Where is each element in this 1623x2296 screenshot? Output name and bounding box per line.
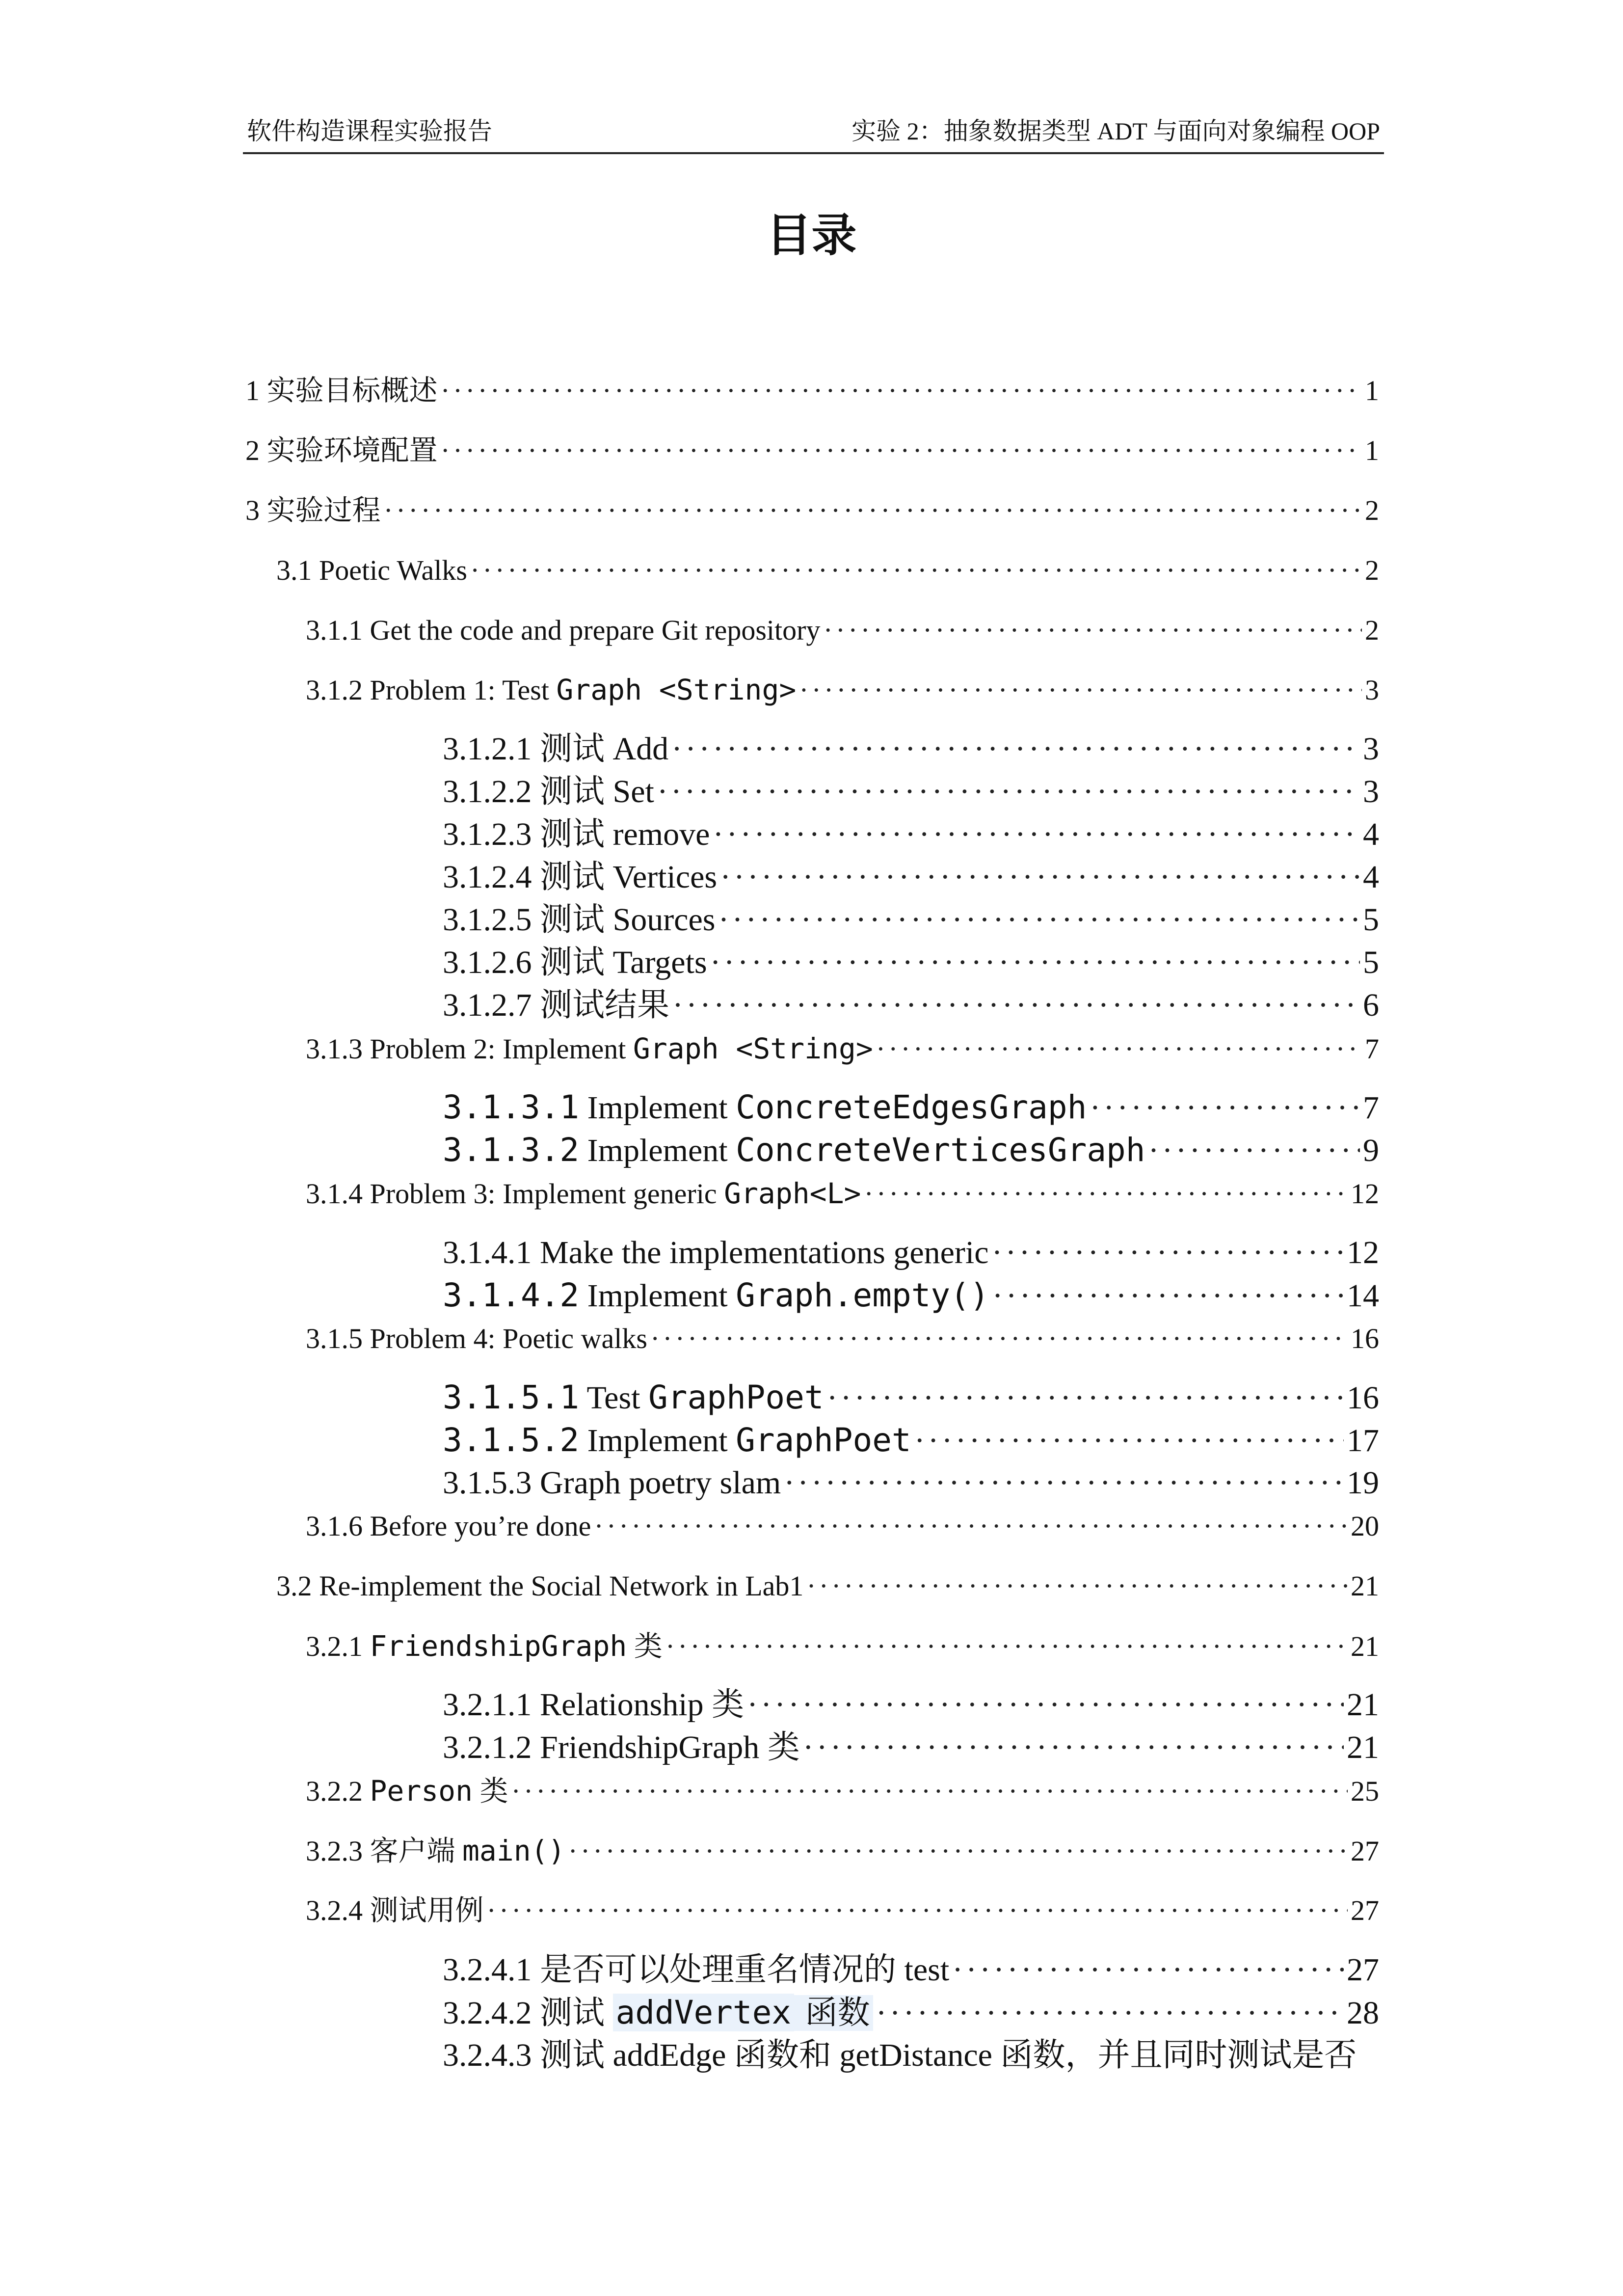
header-left: 软件构造课程实验报告 bbox=[247, 117, 492, 145]
toc-entry-label: 3.2.4.2 测试 addVertex 函数 bbox=[443, 1993, 873, 2033]
toc-leader-dots bbox=[914, 1421, 1344, 1460]
toc-page-number: 3 bbox=[1363, 731, 1379, 767]
toc-entry-3-2-3[interactable] bbox=[306, 1833, 1379, 1869]
toc-page-number: 19 bbox=[1347, 1465, 1379, 1501]
toc-entry-label: 3.1.4.1 Make the implementations generic bbox=[443, 1235, 989, 1270]
toc-entry-label: 3.1.5 Problem 4: Poetic walks bbox=[306, 1323, 647, 1354]
code-text: main() bbox=[462, 1834, 565, 1867]
toc-page-number: 17 bbox=[1347, 1423, 1379, 1459]
toc-page-number: 21 bbox=[1351, 1630, 1379, 1662]
toc-page-number: 25 bbox=[1351, 1775, 1379, 1807]
toc-page-number: 5 bbox=[1363, 902, 1379, 938]
toc-page-number: 7 bbox=[1363, 1090, 1379, 1126]
code-text: Person bbox=[370, 1774, 473, 1808]
header-right: 实验 2：抽象数据类型 ADT 与面向对象编程 OOP bbox=[851, 117, 1380, 145]
toc-entry-3-1-4-2[interactable] bbox=[443, 1276, 1379, 1316]
toc-entry-label: 3.2.4 测试用例 bbox=[306, 1894, 484, 1926]
toc-leader-dots bbox=[803, 1728, 1344, 1767]
toc-leader-dots bbox=[672, 986, 1360, 1025]
toc-leader-dots bbox=[992, 1276, 1344, 1316]
toc-leader-dots bbox=[747, 1685, 1344, 1725]
toc-page-number: 12 bbox=[1351, 1178, 1379, 1210]
toc-entry-3-1-2-6[interactable] bbox=[443, 943, 1379, 982]
code-text: ConcreteVerticesGraph bbox=[736, 1131, 1145, 1169]
toc-entry-3-2-4-2[interactable] bbox=[443, 1993, 1379, 2033]
toc-entry-label: 3.1.4 Problem 3: Implement generic Graph<L> bbox=[306, 1177, 861, 1210]
toc-entry-label: 3.1.2 Problem 1: Test Graph <String> bbox=[306, 673, 797, 706]
toc-leader-dots bbox=[806, 1568, 1348, 1604]
toc-entry-3-1-3-1[interactable] bbox=[443, 1088, 1379, 1128]
toc-entry-3-1-2-1[interactable] bbox=[443, 729, 1379, 769]
toc-entry-3-1-5-1[interactable] bbox=[443, 1378, 1379, 1418]
toc-leader-dots bbox=[823, 613, 1362, 648]
toc-entry-label: 3.1.1 Get the code and prepare Git repository bbox=[306, 614, 821, 646]
toc-entry-3-1-2-3[interactable] bbox=[443, 815, 1379, 854]
toc-entry-label: 3.1.2.3 测试 remove bbox=[443, 816, 710, 852]
toc-entry-3-2-1[interactable] bbox=[306, 1628, 1379, 1664]
toc-page-number: 2 bbox=[1365, 494, 1379, 526]
toc-entry-3-2-1-2[interactable] bbox=[443, 1728, 1379, 1767]
toc-entry-3-1-2-4[interactable] bbox=[443, 858, 1379, 897]
toc-entry-3-2-1-1[interactable] bbox=[443, 1685, 1379, 1725]
toc-leader-dots bbox=[1090, 1088, 1360, 1128]
toc-leader-dots bbox=[671, 729, 1360, 769]
toc-entry-label: 3.1.2.5 测试 Sources bbox=[443, 902, 716, 938]
toc-page-number: 12 bbox=[1347, 1235, 1379, 1270]
toc-leader-dots bbox=[718, 900, 1360, 940]
toc-entry-3-1-2-5[interactable] bbox=[443, 900, 1379, 940]
toc-leader-dots bbox=[441, 433, 1362, 468]
toc-entry-label: 3.2.1 FriendshipGraph 类 bbox=[306, 1629, 663, 1663]
toc-entry-label: 3.1.5.2 Implement GraphPoet bbox=[443, 1421, 911, 1459]
toc-leader-dots bbox=[487, 1893, 1348, 1928]
toc-page-number: 2 bbox=[1365, 554, 1379, 586]
toc-page-number: 21 bbox=[1347, 1729, 1379, 1765]
toc-entry-label: 3.1.2.7 测试结果 bbox=[443, 987, 669, 1023]
toc-entry-1[interactable] bbox=[245, 373, 1379, 408]
toc-entry-3-2[interactable] bbox=[276, 1568, 1379, 1604]
toc-entry-2[interactable] bbox=[245, 433, 1379, 468]
toc-entry-label: 3.1.2.1 测试 Add bbox=[443, 731, 669, 767]
toc-entry-3-1-3[interactable] bbox=[306, 1031, 1379, 1067]
toc-leader-dots bbox=[952, 1950, 1344, 1990]
toc-leader-dots bbox=[710, 943, 1360, 982]
toc-leader-dots bbox=[650, 1321, 1348, 1356]
toc-entry-3-1[interactable] bbox=[276, 553, 1379, 588]
toc-entry-label: 3.1.4.2 Implement Graph.empty() bbox=[443, 1276, 989, 1314]
toc-page-number: 1 bbox=[1365, 375, 1379, 406]
code-text: GraphPoet bbox=[736, 1421, 911, 1459]
toc-entry-label: 3.1 Poetic Walks bbox=[276, 554, 467, 586]
toc-page-number: 14 bbox=[1347, 1278, 1379, 1314]
toc-entry-3-1-3-2[interactable] bbox=[443, 1131, 1379, 1170]
toc-leader-dots bbox=[657, 772, 1360, 811]
toc-entry-label: 2 实验环境配置 bbox=[245, 434, 438, 466]
toc-entry-label: 3 实验过程 bbox=[245, 494, 381, 526]
toc-title: 目录 bbox=[766, 209, 857, 262]
toc-leader-dots bbox=[784, 1463, 1344, 1503]
toc-leader-dots bbox=[799, 673, 1362, 708]
toc-entry-3-1-2[interactable] bbox=[306, 672, 1379, 708]
toc-entry-label: 3.2.4.1 是否可以处理重名情况的 test bbox=[443, 1952, 950, 1988]
toc-entry-3-2-4[interactable] bbox=[306, 1893, 1379, 1928]
toc-entry-3-2-2[interactable] bbox=[306, 1773, 1379, 1809]
code-text: Graph <String> bbox=[556, 673, 797, 706]
toc-entry-3-1-6[interactable] bbox=[306, 1509, 1379, 1544]
toc-page-number: 1 bbox=[1365, 434, 1379, 466]
toc-page-number: 21 bbox=[1351, 1570, 1379, 1602]
code-text: Graph <String> bbox=[633, 1032, 873, 1065]
toc-entry-label: 3.1.2.2 测试 Set bbox=[443, 774, 654, 810]
toc-entry-label: 3.1.3 Problem 2: Implement Graph <String> bbox=[306, 1032, 873, 1065]
toc-leader-dots bbox=[384, 493, 1362, 528]
toc-leader-dots bbox=[441, 373, 1362, 408]
toc-entry-3-1-5-2[interactable] bbox=[443, 1421, 1379, 1460]
toc-entry-3-1-2-2[interactable] bbox=[443, 772, 1379, 811]
toc-page-number: 16 bbox=[1347, 1380, 1379, 1416]
toc-entry-label: 3.2.2 Person 类 bbox=[306, 1774, 508, 1808]
code-text: Graph<L> bbox=[724, 1177, 861, 1210]
toc-page-number: 7 bbox=[1365, 1033, 1379, 1065]
toc-page-number: 16 bbox=[1351, 1323, 1379, 1354]
toc-page-number: 3 bbox=[1363, 774, 1379, 810]
toc-page-number: 3 bbox=[1365, 674, 1379, 706]
code-text: FriendshipGraph bbox=[370, 1629, 627, 1663]
toc-entry-3[interactable] bbox=[245, 493, 1379, 528]
toc-leader-dots bbox=[713, 815, 1360, 854]
toc-page-number: 9 bbox=[1363, 1133, 1379, 1168]
code-text: GraphPoet bbox=[648, 1378, 824, 1416]
toc-entry-label: 1 实验目标概述 bbox=[245, 375, 438, 406]
toc-entry-label: 3.1.3.1 Implement ConcreteEdgesGraph bbox=[443, 1088, 1087, 1126]
toc-leader-dots bbox=[1148, 1131, 1360, 1170]
toc-page-number: 27 bbox=[1347, 1952, 1379, 1988]
toc-page-number: 2 bbox=[1365, 614, 1379, 646]
toc-leader-dots bbox=[992, 1233, 1344, 1272]
toc-entry-3-1-1[interactable] bbox=[306, 613, 1379, 648]
toc-entry-label: 3.1.6 Before you’re done bbox=[306, 1510, 591, 1542]
toc-page-number: 21 bbox=[1347, 1687, 1379, 1723]
toc-leader-dots bbox=[470, 553, 1362, 588]
toc-page-number: 6 bbox=[1363, 987, 1379, 1023]
toc-entry-label: 3.1.5.1 Test GraphPoet bbox=[443, 1378, 824, 1416]
toc-entry-3-1-4-1[interactable] bbox=[443, 1233, 1379, 1272]
toc-entry-3-2-4-3[interactable] bbox=[443, 2036, 1379, 2075]
toc-entry-3-1-5[interactable] bbox=[306, 1321, 1379, 1356]
toc-page-number: 27 bbox=[1351, 1894, 1379, 1926]
toc-entry-3-2-4-1[interactable] bbox=[443, 1950, 1379, 1990]
toc-entry-3-1-5-3[interactable] bbox=[443, 1463, 1379, 1503]
toc-entry-label: 3.2 Re-implement the Social Network in Lab1 bbox=[276, 1570, 804, 1602]
toc-page-number: 20 bbox=[1351, 1510, 1379, 1542]
toc-leader-dots bbox=[568, 1834, 1348, 1869]
code-text: ConcreteEdgesGraph bbox=[736, 1088, 1087, 1126]
toc-entry-3-1-4[interactable] bbox=[306, 1176, 1379, 1212]
toc-leader-dots bbox=[827, 1378, 1344, 1418]
toc-leader-dots bbox=[594, 1509, 1348, 1544]
toc-page-number: 4 bbox=[1363, 816, 1379, 852]
toc-entry-label: 3.2.4.3 测试 addEdge 函数和 getDistance 函数，并且同时测试是否 bbox=[443, 2037, 1357, 2073]
toc-page-number: 28 bbox=[1347, 1995, 1379, 2031]
code-text: addVertex bbox=[613, 1994, 795, 2031]
toc-entry-label: 3.1.2.6 测试 Targets bbox=[443, 945, 707, 980]
toc-page-number: 5 bbox=[1363, 945, 1379, 980]
toc-leader-dots bbox=[876, 1994, 1344, 2033]
code-text: Graph.empty() bbox=[736, 1276, 989, 1314]
toc-entry-label: 3.1.5.3 Graph poetry slam bbox=[443, 1465, 781, 1501]
toc-leader-dots bbox=[511, 1774, 1348, 1809]
toc-entry-label: 3.1.3.2 Implement ConcreteVerticesGraph bbox=[443, 1131, 1145, 1169]
toc-entry-label: 3.2.1.2 FriendshipGraph 类 bbox=[443, 1729, 800, 1765]
toc-entry-3-1-2-7[interactable] bbox=[443, 986, 1379, 1025]
toc-entry-label: 3.2.1.1 Relationship 类 bbox=[443, 1687, 745, 1723]
toc-leader-dots bbox=[864, 1176, 1348, 1212]
toc-entry-label: 3.2.3 客户端 main() bbox=[306, 1834, 565, 1867]
toc-entry-label: 3.1.2.4 测试 Vertices bbox=[443, 859, 718, 895]
toc-leader-dots bbox=[720, 858, 1360, 897]
toc-page-number: 4 bbox=[1363, 859, 1379, 895]
toc-leader-dots bbox=[876, 1031, 1362, 1067]
toc-leader-dots bbox=[665, 1629, 1348, 1664]
toc-page-number: 27 bbox=[1351, 1835, 1379, 1867]
